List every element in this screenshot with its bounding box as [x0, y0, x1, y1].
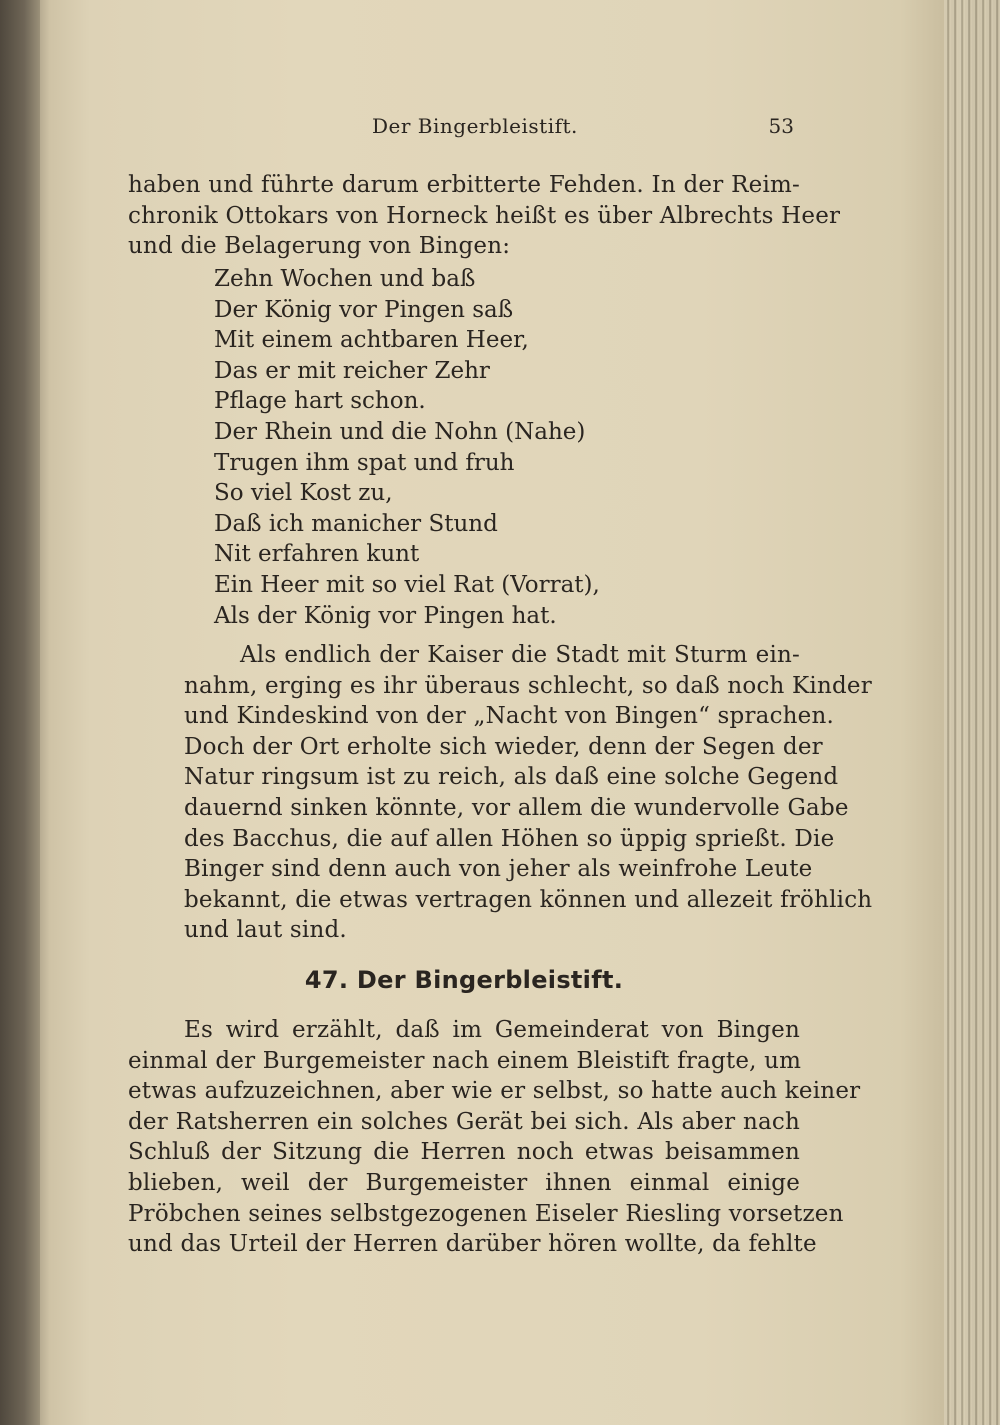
poem-line: Ein Heer mit so viel Rat (Vorrat), [214, 571, 600, 598]
text-line: bekannt, die etwas vertragen können und allezeit fröhlich [184, 886, 873, 913]
page-fore-edge [944, 0, 1000, 1425]
text-line: Binger sind denn auch von jeher als weinfrohe Leute [184, 856, 813, 883]
running-title: Der Bingerbleistift. [372, 114, 578, 138]
poem-line: Als der König vor Pingen hat. [214, 602, 557, 629]
text-line: chronik Ottokars von Horneck heißt es über Albrechts Heer [128, 202, 841, 229]
poem-line: Daß ich manicher Stund [214, 510, 498, 537]
text-line: Es wird erzählt, daß im Gemeinderat von Bingen [184, 1017, 800, 1043]
poem-line: Der Rhein und die Nohn (Nahe) [214, 418, 586, 445]
text-line: der Ratsherren ein solches Gerät bei sich. Als aber nach [128, 1108, 800, 1135]
poem-line: Mit einem achtbaren Heer, [214, 327, 529, 354]
text-line: Pröbchen seines selbstgezogenen Eiseler Riesling vorsetzen [128, 1200, 844, 1227]
text-line: etwas aufzuzeichnen, aber wie er selbst, so hatte auch keiner [128, 1078, 861, 1105]
poem-quotation [214, 264, 734, 631]
text-line: Als endlich der Kaiser die Stadt mit Sturm ein- [240, 642, 800, 668]
text-line: dauernd sinken könnte, vor allem die wundervolle Gabe [184, 794, 849, 821]
text-line: einmal der Burgemeister nach einem Bleistift fragte, um [128, 1047, 802, 1074]
poem-line: Pflage hart schon. [214, 388, 426, 415]
text-line: Natur ringsum ist zu reich, als daß eine solche Gegend [184, 764, 839, 791]
text-line: haben und führte darum erbitterte Fehden. In der Reim- [128, 172, 800, 198]
text-line: und die Belagerung von Bingen: [128, 233, 511, 260]
text-line: und Kindeskind von der „Nacht von Bingen“ sprachen. [184, 703, 835, 730]
text-line: blieben, weil der Burgemeister ihnen einmal einige [128, 1169, 800, 1196]
text-line: Doch der Ort erholte sich wieder, denn der Segen der [184, 733, 823, 760]
running-head [128, 114, 800, 144]
poem-line: Zehn Wochen und baß [214, 266, 476, 292]
paragraph-2 [128, 640, 873, 946]
poem-line: Nit erfahren kunt [214, 541, 420, 568]
text-line: und das Urteil der Herren darüber hören wollte, da fehlte [128, 1231, 817, 1258]
poem-line: Das er mit reicher Zehr [214, 357, 490, 384]
text-line: Schluß der Sitzung die Herren noch etwas beisammen [128, 1139, 800, 1166]
section-heading: 47. Der Bingerbleistift. [304, 966, 624, 994]
paragraph-3 [128, 1015, 861, 1260]
binding-gutter [0, 0, 40, 1425]
text-line: und laut sind. [184, 917, 347, 944]
poem-line: Trugen ihm spat und fruh [214, 449, 515, 476]
poem-line: Der König vor Pingen saß [214, 296, 514, 323]
text-line: nahm, erging es ihr überaus schlecht, so daß noch Kinder [184, 672, 872, 699]
paragraph-1 [128, 170, 841, 262]
text-line: des Bacchus, die auf allen Höhen so üppig sprießt. Die [184, 825, 835, 852]
poem-line: So viel Kost zu, [214, 480, 393, 507]
page-number: 53 [768, 114, 794, 138]
